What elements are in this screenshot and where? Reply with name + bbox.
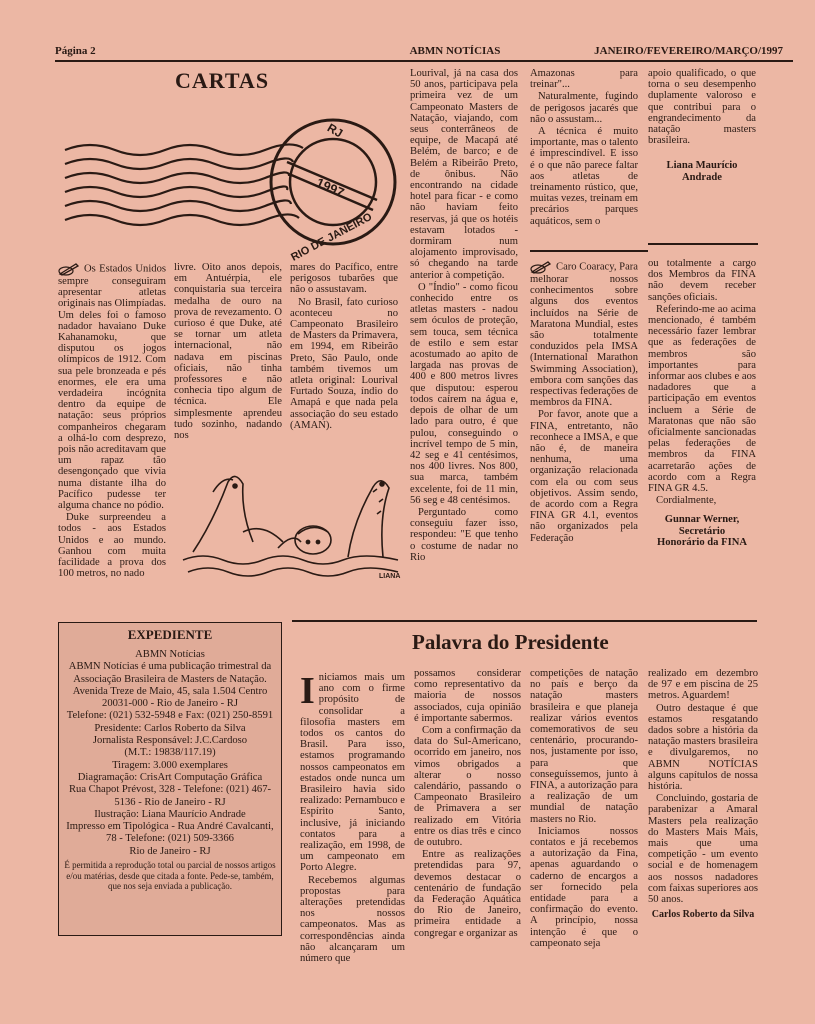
letter1-paragraph: O "Índio" - como ficou conhecido entre os atletas masters - nadou sem óculos de proteção, sem touca, sem técnica de estilo e sem estar acostumado ao apito de largada nas provas de 400 e 800 metros livres que disputou: esperou todos caírem na água e, depois de olhar de um lado para outro, é que pulou, conseguindo o incrível tempo de 5 min, 42 seg e 41 centésimos, nos 400 livres. Nos 800, sua marca, também excelente, foi de 11 min, 56 seg e 48 centésimos. bbox=[410, 281, 518, 506]
running-header bbox=[55, 42, 795, 60]
swimmer-cartoon-illustration bbox=[183, 462, 403, 582]
issue-date: JANEIRO/FEVEREIRO/MARÇO/1997 bbox=[594, 45, 783, 57]
drop-cap: I bbox=[300, 670, 315, 712]
president-paragraph: Entre as realizações pretendidas para 97, devemos destacar o centenário de fundação da Federação Aquática do Rio de Janeiro, primeira entidade a congregar e organizar as bbox=[414, 849, 521, 939]
letter1-paragraph: No Brasil, fato curioso aconteceu no Campeonato Brasileiro de Masters da Primavera, em 1994, em Ribeirão Preto, São Paulo, onde também tivemos um atleta original: Lourival Furtado Souza, índio do Amapá e que nada pela associação do seu estado (AMAN). bbox=[290, 296, 398, 431]
president-paragraph: Outro destaque é que estamos resgatando dados sobre a história da natação masters brasileira e divulgaremos, no ABMN NOTÍCIAS alguns capítulos de nossa história. bbox=[648, 702, 758, 793]
letter1-paragraph: mares do Pacífico, entre perigosos tubarões que não o assustavam. bbox=[290, 262, 398, 296]
letter2-paragraph: Caro Coaracy, Para melhorar nossos conhecimentos sobre alguns dos eventos incluídos na Série de Maratona Mundial, estes são totalmente conduzidos pela IMSA (International Marathon Swimming Association), embora com sanções das respectivas federações de membros da FINA. bbox=[530, 261, 638, 409]
section-title: CARTAS bbox=[175, 68, 270, 93]
expediente-box bbox=[58, 622, 282, 936]
president-paragraph: competições de natação no país e berço da natação masters brasileira e que planeja realizar vários eventos comemorativos de seu centenário, procurando-nos, justamente por isso, para que conseguíssemos, junto à FINA, a autorização para a realização de um mundial de natação masters no Rio. bbox=[530, 668, 638, 825]
letter1-column-2 bbox=[174, 262, 282, 462]
stamp-top-text: RJ bbox=[324, 120, 346, 141]
letter2-column-1 bbox=[530, 260, 638, 613]
letter2-paragraph: Por favor, anote que a FINA, entretanto, não reconhece a IMSA, e que não é, de maneira nenhuma, uma organização relacionada com ela ou com seus objetivos. Assim sendo, de acordo com a Regra FINA GR 4.1, eventos não organizados pela Federação bbox=[530, 409, 638, 544]
president-column-4 bbox=[648, 668, 758, 938]
letter1-paragraph: Naturalmente, fugindo de perigosos jacarés que não o assustam... bbox=[530, 91, 638, 125]
cartoon-artist-signature: LIANA bbox=[379, 573, 401, 580]
letter2-paragraph: Cordialmente, bbox=[656, 495, 717, 507]
postmark-stamp-illustration bbox=[65, 112, 385, 264]
letter1-signature: Liana Maurício Andrade bbox=[666, 160, 738, 183]
letter1-column-4 bbox=[410, 68, 518, 613]
president-paragraph: Recebemos algumas propostas para alterações pretendidas nos nossos campeonatos. Mas as correspondências ainda não alcançaram um número que bbox=[300, 874, 405, 965]
expediente-body: ABMN Notícias ABMN Notícias é uma publicação trimestral da Associação Brasileira de Masters de Natação. Avenida Treze de Maio, 45, sala 1.504 Centro 20031-000 - Rio de Janeiro - RJ Telefone: (021) 532-5948 e Fax: (021) 250-8591 Presidente: Carlos Roberto da Silva Jornalista Responsável: J.C.Cardoso (M.T.: 19838/117.19) Tiragem: 3.000 exemplares Diagramação: CrisArt Computação Gráfica Rua Chapot Prévost, 328 - Telefone: (021) 467-5136 - Rio de Janeiro - RJ Ilustração: Liana Maurício Andrade Impresso em Tipológica - Rua André Cavalcanti, 78 - Telefone: (021) 509-3366 Rio de Janeiro - RJ bbox=[66, 649, 274, 857]
letter1-column-3 bbox=[290, 262, 398, 462]
letter1-paragraph: apoio qualificado, o que torna o seu desempenho duplamente valoroso e que contribui para o engrandecimento da natação masters brasileira. bbox=[648, 68, 756, 147]
letter2-signature: Gunnar Werner, Secretário Honorário da FINA bbox=[656, 514, 748, 548]
letter2-paragraph: Referindo-me ao acima mencionado, é também necessário fazer lembrar que as federações de membros são importantes para informar aos clubes e aos nadadores que a participação em eventos incluem a Série de Maratonas que não são oficialmente sancionadas pelas federações de membros da FINA acarretarão ações de acordo com a Regra FINA GR 4.5. bbox=[648, 303, 756, 495]
expediente-reproduction-note: É permitida a reprodução total ou parcial de nossos artigos e/ou matérias, desde que citada a fonte. Pede-se, também, que nos seja enviada a publicação. bbox=[64, 860, 276, 892]
president-column-3 bbox=[530, 668, 638, 949]
pen-icon bbox=[58, 262, 80, 276]
president-paragraph: Concluindo, gostaria de parabenizar a Amaral Masters pela realização do Masters Mais Mais, mais que uma competição - um evento social e de homenagem aos nossos nadadores com faixas superiores aos 50 anos. bbox=[648, 793, 758, 906]
president-paragraph: Com a confirmação da data do Sul-Americano, ocorrido em janeiro, nos vimos obrigados a alterar o nosso calendário, passando o Campeonato Brasileiro de Primavera a ser realizado em Vitória entre os dias três e cinco de outubro. bbox=[414, 725, 521, 849]
letter1-paragraph: Amazonas para treinar"... bbox=[530, 68, 638, 91]
president-paragraph: possamos considerar como representativo da maioria de nossos associados, cuja opinião é importante sabermos. bbox=[414, 668, 521, 724]
letter1-paragraph: Duke surpreendeu a todos - aos Estados Unidos e ao mundo. Ganhou com muita facilidade a prova dos 100 metros, no nado bbox=[58, 512, 166, 580]
stamp-year-text: 1997 bbox=[313, 174, 347, 201]
letter2-paragraph: ou totalmente a cargo dos Membros da FINA não devem receber sanções oficiais. bbox=[648, 258, 756, 303]
header-rule bbox=[55, 60, 793, 62]
president-paragraph: realizado em dezembro de 97 e em piscina de 25 metros. Aguardem! bbox=[648, 668, 758, 702]
expediente-title: EXPEDIENTE bbox=[127, 627, 213, 642]
letter1-column-5 bbox=[530, 68, 638, 240]
letter1-column-1 bbox=[58, 262, 166, 612]
letter1-paragraph: Perguntado como conseguiu fazer isso, respondeu: "E que tenho o costume de nadar no Rio bbox=[410, 506, 518, 563]
letter2-column-2 bbox=[648, 258, 756, 618]
letter-divider-rule bbox=[530, 250, 648, 252]
letter1-paragraph: A técnica é muito importante, mas o talento é imprescindível. E isso é o que não parece faltar aos atletas de treinamento rústico, que, muitas vezes, treinam em precários parques aquáticos, sem o bbox=[530, 126, 638, 227]
letter1-paragraph: Os Estados Unidos sempre conseguiram apresentar atletas originais nas Olimpíadas. Um deles foi o famoso nadador havaiano Duke Kahanamoku, que disputou os jogos olímpicos de 1912. Com sua pele bronzeada e pés enormes, ele era uma verdadeira incógnita dentro da equipe de natação: seus próprios companheiros chegaram a olhá-lo com desprezo, pois não acreditavam que um rapaz tão desengonçado que vivia numa distante ilha do Pacífico pudesse ter alguma chance no pódio. bbox=[58, 263, 166, 512]
president-section-title: Palavra do Presidente bbox=[412, 630, 609, 654]
letter1-column-6 bbox=[648, 68, 756, 238]
pen-icon bbox=[530, 260, 552, 274]
letter1-paragraph: livre. Oito anos depois, em Antuérpia, ele conquistaria sua terceira medalha de ouro na prova de revezamento. O curioso é que Duke, até se tornar um atleta internacional, não nadava em piscinas oficiais, não tinha professores e não conhecia tipo algum de técnica. Ele simplesmente aprendeu tudo sozinho, nadando nos bbox=[174, 262, 282, 442]
stamp-city-text: RIO DE JANEIRO bbox=[289, 210, 375, 264]
president-column-1 bbox=[300, 670, 405, 965]
letter-divider-rule bbox=[648, 243, 758, 245]
president-paragraph: Iniciamos nossos contatos e já recebemos a autorização da Fina, apenas aguardando o caderno de encargos a ser fornecido pela entidade para a confirmação do evento. A princípio, nossa intenção é que o campeonato seja bbox=[530, 825, 638, 949]
president-section-rule bbox=[292, 620, 757, 622]
president-signature: Carlos Roberto da Silva bbox=[651, 909, 755, 921]
page-number: Página 2 bbox=[55, 45, 96, 57]
publication-name: ABMN NOTÍCIAS bbox=[409, 45, 501, 57]
president-column-2 bbox=[414, 668, 521, 938]
letter1-paragraph: Lourival, já na casa dos 50 anos, participava pela primeira vez de um Campeonato Masters de Natação, viajando, com seus conterrâneos de equipe, de Macapá até Belém, de barco; e de Belém a Ribeirão Preto, de ônibus. Não encontrando na cidade hotel para ficar - e como não haviam feito reservas, já que os hotéis estavam lotados - dormiram num alojamento improvisado, só chegando na tarde anterior à competição. bbox=[410, 68, 518, 281]
president-paragraph: Iniciamos mais um ano com o firme propósito de consolidar a filosofia masters em todos os cantos do Brasil. Para isso, estamos programando nossos campeonatos em estados onde nunca um Brasileiro havia sido realizado: Pernambuco e Espírito Santo, inclusive, já iniciando contatos para a realização, em 1998, de um campeonato em Porto Alegre. bbox=[300, 670, 405, 874]
